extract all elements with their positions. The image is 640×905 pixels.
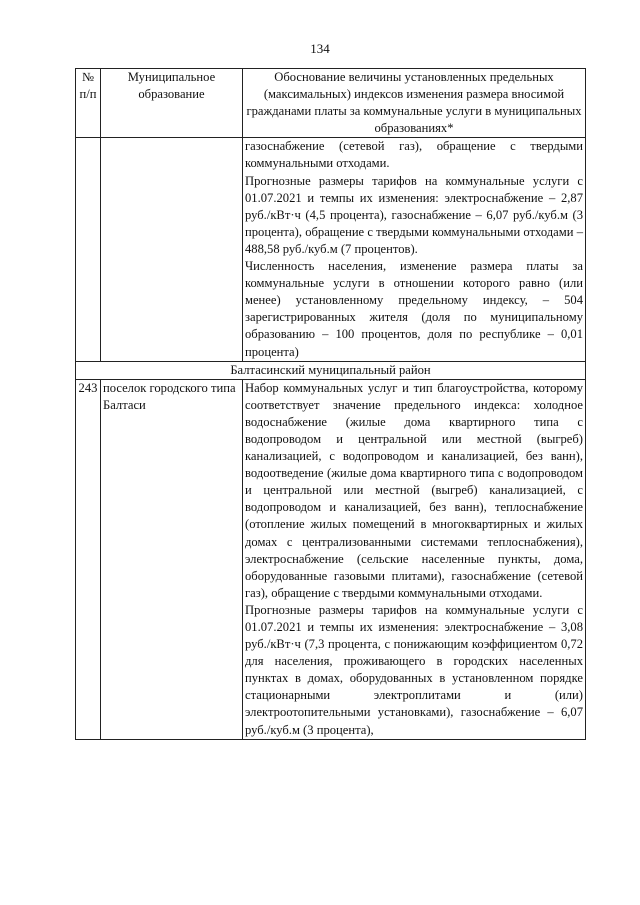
header-justification: Обоснование величины установленных предельных (максимальных) индексов изменения размера вносимой гражданами платы за коммунальные услуги в муниципальных образованиях* [243,69,586,138]
continued-justification-cell [243,138,586,361]
row-paragraph-1: Набор коммунальных услуг и тип благоустройства, которому соответствует значение предельного индекса: холодное водоснабжение (жилые дома квартирного типа с водопроводом и центральной или местной (выгреб) канализацией, с водопроводом и канализацией, без ванн), водоотведение (жилые дома квартирного типа с водопроводом и центральной или местной (выгреб) канализацией, с водопроводом и канализацией, без ванн), теплоснабжение (отопление жилых помещений в многоквартирных и жилых домах с централизованными системами теплоснабжения), электроснабжение (сельские населенные пункты, дома, оборудованные газовыми плитами), газоснабжение (сетевой газ), обращение с твердыми коммунальными отходами. [245,380,583,600]
table-header-row [76,69,586,138]
section-row [76,361,586,379]
row-number: 243 [76,379,101,739]
tariff-justification-table [75,68,586,740]
header-municipality: Муниципальное образование [101,69,243,138]
page-number: 134 [310,41,330,56]
continued-num-cell [76,138,101,361]
continued-municipality-cell [101,138,243,361]
row-municipality: поселок городского типа Балтаси [101,379,243,739]
continued-paragraph-2: Прогнозные размеры тарифов на коммунальные услуги с 01.07.2021 и темпы их изменения: электроснабжение – 2,87 руб./кВт·ч (4,5 процента), газоснабжение – 6,07 руб./куб.м (3 процента), обращение с твердыми коммунальными отходами – 488,58 руб./куб.м (7 процентов). [245,173,583,256]
row-paragraph-2: Прогнозные размеры тарифов на коммунальные услуги с 01.07.2021 и темпы их изменения: электроснабжение – 3,08 руб./кВт·ч (7,3 процента, с понижающим коэффициентом 0,72 для населения, проживающего в городских населенных пунктах в домах, оборудованных в установленном порядке стационарными электроплитами и (или) электроотопительными установками), газоснабжение – 6,07 руб./куб.м (3 процента), [245,602,583,737]
header-num: № п/п [76,69,101,138]
section-title: Балтасинский муниципальный район [76,361,586,379]
table-row-continued [76,138,586,361]
continued-paragraph-1: газоснабжение (сетевой газ), обращение с твердыми коммунальными отходами. [245,139,583,171]
table-row-243 [76,379,586,739]
row-justification-cell [243,379,586,739]
continued-paragraph-3: Численность населения, изменение размера платы за коммунальные услуги в отношении которого равно (или менее) установленному предельному индексу, – 504 зарегистрированных жителя (доля по муниципальному образованию – 100 процентов, доля по республике – 0,01 процента) [245,259,583,359]
